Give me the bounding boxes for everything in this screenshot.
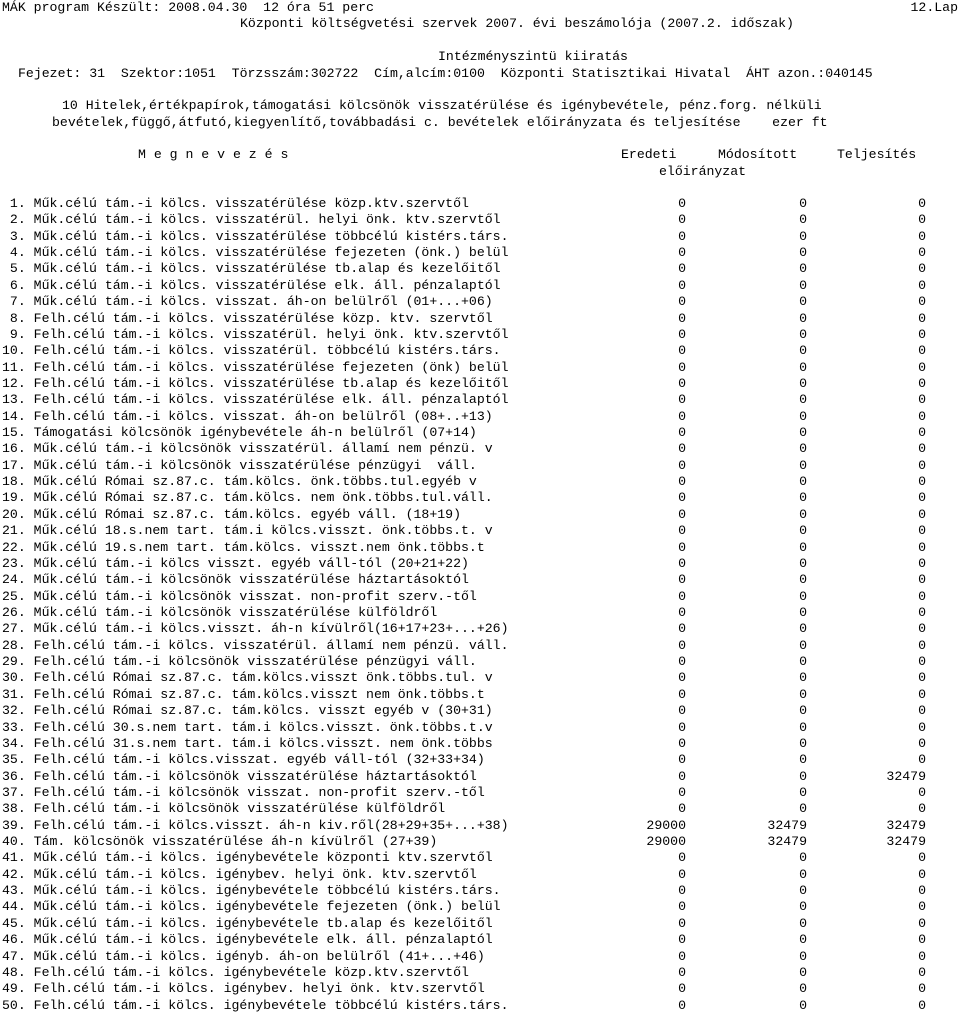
modified-value: 0 xyxy=(799,425,807,441)
modified-value: 0 xyxy=(799,490,807,506)
row-label: 21. Műk.célú 18.s.nem tart. tám.i kölcs.visszt. önk.többs.t. v xyxy=(2,523,493,539)
modified-value: 0 xyxy=(799,441,807,457)
original-value: 0 xyxy=(678,343,686,359)
modified-value: 0 xyxy=(799,294,807,310)
original-value: 0 xyxy=(678,572,686,588)
row-label: 14. Felh.célú tám.-i kölcs. visszat. áh-on belülről (08+..+13) xyxy=(2,408,493,424)
table-row xyxy=(0,458,960,474)
completed-value: 0 xyxy=(918,588,926,604)
row-label: 20. Műk.célú Római sz.87.c. tám.kölcs. egyéb váll. (18+19) xyxy=(2,506,461,522)
table-row xyxy=(0,278,960,294)
row-label: 30. Felh.célú Római sz.87.c. tám.kölcs.visszt önk.többs.tul. v xyxy=(2,670,493,686)
table-row xyxy=(0,556,960,572)
row-label: 46. Műk.célú tám.-i kölcs. igénybevétele elk. áll. pénzalaptól xyxy=(2,932,493,948)
completed-value: 0 xyxy=(918,457,926,473)
table-row xyxy=(0,654,960,670)
table-row xyxy=(0,850,960,866)
column-header-modified: Módosított xyxy=(718,147,798,162)
modified-value: 0 xyxy=(799,801,807,817)
row-label: 18. Műk.célú Római sz.87.c. tám.kölcs. önk.többs.tul.egyéb v xyxy=(2,474,477,490)
modified-value: 0 xyxy=(799,784,807,800)
table-row xyxy=(0,523,960,539)
original-value: 0 xyxy=(678,457,686,473)
program-info: MÁK program Készült: 2008.04.30 12 óra 51 perc xyxy=(2,0,374,15)
row-label: 15. Támogatási kölcsönök igénybevétele áh-n belülről (07+14) xyxy=(2,425,477,441)
table-row xyxy=(0,245,960,261)
modified-value: 0 xyxy=(799,964,807,980)
completed-value: 0 xyxy=(918,654,926,670)
original-value: 0 xyxy=(678,555,686,571)
column-header-original: Eredeti xyxy=(621,147,677,162)
modified-value: 0 xyxy=(799,408,807,424)
row-label: 27. Műk.célú tám.-i kölcs.visszt. áh-n kívülről(16+17+23+...+26) xyxy=(2,621,509,637)
row-label: 28. Felh.célú tám.-i kölcs. visszatérül. államí nem pénzü. váll. xyxy=(2,637,509,653)
modified-value: 32479 xyxy=(767,817,807,833)
original-value: 0 xyxy=(678,964,686,980)
original-value: 0 xyxy=(678,441,686,457)
row-label: 44. Műk.célú tám.-i kölcs. igénybevétele fejezeten (önk.) belül xyxy=(2,899,501,915)
row-label: 45. Műk.célú tám.-i kölcs. igénybevétele tb.alap és kezelőitől xyxy=(2,915,493,931)
original-value: 0 xyxy=(678,408,686,424)
modified-value: 0 xyxy=(799,359,807,375)
table-row xyxy=(0,343,960,359)
table-row xyxy=(0,916,960,932)
original-value: 0 xyxy=(678,654,686,670)
completed-value: 0 xyxy=(918,555,926,571)
original-value: 0 xyxy=(678,883,686,899)
table-row xyxy=(0,327,960,343)
completed-value: 32479 xyxy=(886,834,926,850)
modified-value: 0 xyxy=(799,196,807,211)
original-value: 0 xyxy=(678,310,686,326)
completed-value: 0 xyxy=(918,359,926,375)
modified-value: 0 xyxy=(799,343,807,359)
table-row xyxy=(0,965,960,981)
table-row xyxy=(0,376,960,392)
table-row xyxy=(0,589,960,605)
table-row xyxy=(0,769,960,785)
table-row xyxy=(0,720,960,736)
row-label: 43. Műk.célú tám.-i kölcs. igénybevétele többcélú kistérs.társ. xyxy=(2,883,501,899)
table-row xyxy=(0,294,960,310)
completed-value: 0 xyxy=(918,670,926,686)
modified-value: 0 xyxy=(799,899,807,915)
original-value: 0 xyxy=(678,801,686,817)
table-row xyxy=(0,212,960,228)
table-row xyxy=(0,834,960,850)
table-row xyxy=(0,949,960,965)
completed-value: 0 xyxy=(918,212,926,228)
modified-value: 0 xyxy=(799,866,807,882)
row-label: 48. Felh.célú tám.-i kölcs. igénybevétele közp.ktv.szervtől xyxy=(2,964,469,980)
table-row xyxy=(0,867,960,883)
table-row xyxy=(0,441,960,457)
original-value: 0 xyxy=(678,326,686,342)
modified-value: 0 xyxy=(799,212,807,228)
row-label: 23. Műk.célú tám.-i kölcs visszt. egyéb váll-tól (20+21+22) xyxy=(2,555,469,571)
modified-value: 0 xyxy=(799,572,807,588)
table-row xyxy=(0,899,960,915)
row-label: 47. Műk.célú tám.-i kölcs. igényb. áh-on belülről (41+...+46) xyxy=(2,948,485,964)
row-label: 39. Felh.célú tám.-i kölcs.visszt. áh-n kiv.ről(28+29+35+...+38) xyxy=(2,817,509,833)
row-label: 24. Műk.célú tám.-i kölcsönök visszatérülése háztartásoktól xyxy=(2,572,469,588)
completed-value: 0 xyxy=(918,441,926,457)
row-label: 6. Műk.célú tám.-i kölcs. visszatérülése elk. áll. pénzalaptól xyxy=(2,277,501,293)
row-label: 10. Felh.célú tám.-i kölcs. visszatérül. többcélú kistérs.társ. xyxy=(2,343,501,359)
row-label: 41. Műk.célú tám.-i kölcs. igénybevétele központi ktv.szervtől xyxy=(2,850,493,866)
table-row xyxy=(0,687,960,703)
original-value: 0 xyxy=(678,703,686,719)
row-label: 16. Műk.célú tám.-i kölcsönök visszatérül. államí nem pénzü. v xyxy=(2,441,493,457)
table-row xyxy=(0,507,960,523)
table-row xyxy=(0,981,960,997)
table-row xyxy=(0,998,960,1014)
row-label: 36. Felh.célú tám.-i kölcsönök visszatérülése háztartásoktól xyxy=(2,768,477,784)
completed-value: 0 xyxy=(918,932,926,948)
table-row xyxy=(0,572,960,588)
modified-value: 0 xyxy=(799,457,807,473)
table-row xyxy=(0,605,960,621)
completed-value: 0 xyxy=(918,277,926,293)
original-value: 0 xyxy=(678,490,686,506)
modified-value: 0 xyxy=(799,915,807,931)
table-row xyxy=(0,638,960,654)
institution-meta: Fejezet: 31 Szektor:1051 Törzsszám:302722 Cím,alcím:0100 Központi Statisztikai Hivatal ÁHT azon.:040145 xyxy=(18,66,873,81)
modified-value: 0 xyxy=(799,637,807,653)
completed-value: 0 xyxy=(918,326,926,342)
modified-value: 0 xyxy=(799,392,807,408)
modified-value: 0 xyxy=(799,326,807,342)
row-label: 40. Tám. kölcsönök visszatérülése áh-n kívülről (27+39) xyxy=(2,834,438,850)
original-value: 0 xyxy=(678,719,686,735)
completed-value: 0 xyxy=(918,392,926,408)
table-row xyxy=(0,621,960,637)
completed-value: 0 xyxy=(918,375,926,391)
modified-value: 0 xyxy=(799,752,807,768)
completed-value: 0 xyxy=(918,261,926,277)
row-label: 9. Felh.célú tám.-i kölcs. visszatérül. helyi önk. ktv.szervtől xyxy=(2,326,509,342)
completed-value: 0 xyxy=(918,490,926,506)
original-value: 0 xyxy=(678,506,686,522)
modified-value: 0 xyxy=(799,735,807,751)
row-label: 37. Felh.célú tám.-i kölcsönök visszat. non-profit szerv.-től xyxy=(2,784,485,800)
modified-value: 0 xyxy=(799,932,807,948)
modified-value: 0 xyxy=(799,997,807,1013)
row-label: 22. Műk.célú 19.s.nem tart. tám.kölcs. visszt.nem önk.többs.t xyxy=(2,539,485,555)
original-value: 0 xyxy=(678,850,686,866)
table-row xyxy=(0,392,960,408)
modified-value: 0 xyxy=(799,703,807,719)
completed-value: 0 xyxy=(918,572,926,588)
original-value: 0 xyxy=(678,605,686,620)
original-value: 0 xyxy=(678,375,686,391)
modified-value: 0 xyxy=(799,277,807,293)
modified-value: 0 xyxy=(799,506,807,522)
row-label: 34. Felh.célú 31.s.nem tart. tám.i kölcs.visszt. nem önk.többs xyxy=(2,735,493,751)
modified-value: 0 xyxy=(799,588,807,604)
completed-value: 0 xyxy=(918,228,926,244)
table-row xyxy=(0,490,960,506)
modified-value: 0 xyxy=(799,539,807,555)
row-label: 26. Műk.célú tám.-i kölcsönök visszatérülése külföldről xyxy=(2,605,438,620)
table-row xyxy=(0,752,960,768)
completed-value: 0 xyxy=(918,899,926,915)
table-row xyxy=(0,261,960,277)
table-row xyxy=(0,932,960,948)
table-row xyxy=(0,425,960,441)
modified-value: 0 xyxy=(799,605,807,620)
completed-value: 0 xyxy=(918,637,926,653)
original-value: 0 xyxy=(678,784,686,800)
original-value: 0 xyxy=(678,245,686,261)
completed-value: 0 xyxy=(918,343,926,359)
column-header-completed: Teljesítés xyxy=(837,147,917,162)
modified-value: 0 xyxy=(799,474,807,490)
original-value: 0 xyxy=(678,752,686,768)
row-label: 29. Felh.célú tám.-i kölcsönök visszatérülése pénzügyi váll. xyxy=(2,654,477,670)
original-value: 0 xyxy=(678,866,686,882)
original-value: 0 xyxy=(678,588,686,604)
modified-value: 0 xyxy=(799,981,807,997)
completed-value: 0 xyxy=(918,539,926,555)
modified-value: 0 xyxy=(799,228,807,244)
row-label: 32. Felh.célú Római sz.87.c. tám.kölcs. visszt egyéb v (30+31) xyxy=(2,703,493,719)
completed-value: 0 xyxy=(918,997,926,1013)
completed-value: 0 xyxy=(918,523,926,539)
completed-value: 0 xyxy=(918,310,926,326)
row-label: 25. Műk.célú tám.-i kölcsönök visszat. non-profit szerv.-től xyxy=(2,588,477,604)
completed-value: 0 xyxy=(918,245,926,261)
original-value: 0 xyxy=(678,294,686,310)
table-row xyxy=(0,670,960,686)
completed-value: 0 xyxy=(918,506,926,522)
original-value: 0 xyxy=(678,523,686,539)
original-value: 0 xyxy=(678,686,686,702)
completed-value: 0 xyxy=(918,196,926,211)
original-value: 0 xyxy=(678,670,686,686)
original-value: 0 xyxy=(678,261,686,277)
row-label: 7. Műk.célú tám.-i kölcs. visszat. áh-on belülről (01+...+06) xyxy=(2,294,493,310)
table-row xyxy=(0,360,960,376)
completed-value: 0 xyxy=(918,408,926,424)
original-value: 0 xyxy=(678,637,686,653)
completed-value: 0 xyxy=(918,866,926,882)
table-row xyxy=(0,818,960,834)
table-row xyxy=(0,196,960,212)
row-label: 11. Felh.célú tám.-i kölcs. visszatérülése fejezeten (önk) belül xyxy=(2,359,509,375)
row-label: 33. Felh.célú 30.s.nem tart. tám.i kölcs.visszt. önk.többs.t.v xyxy=(2,719,493,735)
modified-value: 0 xyxy=(799,375,807,391)
row-label: 5. Műk.célú tám.-i kölcs. visszatérülése tb.alap és kezelőitől xyxy=(2,261,501,277)
row-label: 19. Műk.célú Római sz.87.c. tám.kölcs. nem önk.többs.tul.váll. xyxy=(2,490,493,506)
table-row xyxy=(0,311,960,327)
row-label: 42. Műk.célú tám.-i kölcs. igénybev. helyi önk. ktv.szervtől xyxy=(2,866,477,882)
original-value: 0 xyxy=(678,212,686,228)
original-value: 0 xyxy=(678,899,686,915)
modified-value: 32479 xyxy=(767,834,807,850)
table-row xyxy=(0,801,960,817)
table-row xyxy=(0,736,960,752)
modified-value: 0 xyxy=(799,245,807,261)
completed-value: 0 xyxy=(918,850,926,866)
original-value: 0 xyxy=(678,392,686,408)
original-value: 0 xyxy=(678,425,686,441)
section-title-line1: 10 Hitelek,értékpapírok,támogatási kölcsönök visszatérülése és igénybevétele, pénz.forg. nélküli xyxy=(62,98,822,113)
original-value: 0 xyxy=(678,948,686,964)
completed-value: 0 xyxy=(918,883,926,899)
page-number: 12.Lap xyxy=(910,0,958,15)
row-label: 49. Felh.célú tám.-i kölcs. igénybev. helyi önk. ktv.szervtől xyxy=(2,981,485,997)
original-value: 0 xyxy=(678,915,686,931)
completed-value: 0 xyxy=(918,784,926,800)
completed-value: 0 xyxy=(918,425,926,441)
table-row xyxy=(0,229,960,245)
table-row xyxy=(0,785,960,801)
completed-value: 0 xyxy=(918,605,926,620)
column-header-name: M e g n e v e z é s xyxy=(138,147,289,162)
original-value: 0 xyxy=(678,735,686,751)
row-label: 2. Műk.célú tám.-i kölcs. visszatérül. helyi önk. ktv.szervtől xyxy=(2,212,501,228)
modified-value: 0 xyxy=(799,670,807,686)
completed-value: 0 xyxy=(918,981,926,997)
original-value: 0 xyxy=(678,474,686,490)
column-header-appropriation: előirányzat xyxy=(659,164,747,179)
original-value: 0 xyxy=(678,359,686,375)
original-value: 0 xyxy=(678,621,686,637)
original-value: 0 xyxy=(678,539,686,555)
report-subtitle: Intézményszintü kiiratás xyxy=(438,49,628,64)
row-label: 38. Felh.célú tám.-i kölcsönök visszatérülése külföldről xyxy=(2,801,446,817)
row-label: 35. Felh.célú tám.-i kölcs.visszat. egyéb váll-tól (32+33+34) xyxy=(2,752,485,768)
modified-value: 0 xyxy=(799,883,807,899)
table-row xyxy=(0,540,960,556)
modified-value: 0 xyxy=(799,310,807,326)
row-label: 3. Műk.célú tám.-i kölcs. visszatérülése többcélú kistérs.társ. xyxy=(2,228,509,244)
original-value: 0 xyxy=(678,277,686,293)
completed-value: 0 xyxy=(918,801,926,817)
modified-value: 0 xyxy=(799,261,807,277)
completed-value: 0 xyxy=(918,294,926,310)
completed-value: 0 xyxy=(918,474,926,490)
completed-value: 0 xyxy=(918,703,926,719)
table-row xyxy=(0,883,960,899)
completed-value: 0 xyxy=(918,686,926,702)
original-value: 0 xyxy=(678,932,686,948)
modified-value: 0 xyxy=(799,719,807,735)
completed-value: 0 xyxy=(918,719,926,735)
row-label: 12. Felh.célú tám.-i kölcs. visszatérülése tb.alap és kezelőitől xyxy=(2,375,509,391)
original-value: 29000 xyxy=(646,817,686,833)
section-title-line2: bevételek,függő,átfutó,kiegyenlítő,továbbadási c. bevételek előirányzata és teljesítése ezer ft xyxy=(52,115,828,130)
modified-value: 0 xyxy=(799,555,807,571)
row-label: 17. Műk.célú tám.-i kölcsönök visszatérülése pénzügyi váll. xyxy=(2,457,477,473)
completed-value: 32479 xyxy=(886,817,926,833)
row-label: 31. Felh.célú Római sz.87.c. tám.kölcs.visszt nem önk.többs.t xyxy=(2,686,485,702)
table-row xyxy=(0,703,960,719)
modified-value: 0 xyxy=(799,850,807,866)
modified-value: 0 xyxy=(799,768,807,784)
original-value: 0 xyxy=(678,768,686,784)
row-label: 8. Felh.célú tám.-i kölcs. visszatérülése közp. ktv. szervtől xyxy=(2,310,493,326)
table-row xyxy=(0,474,960,490)
completed-value: 0 xyxy=(918,735,926,751)
original-value: 0 xyxy=(678,228,686,244)
modified-value: 0 xyxy=(799,948,807,964)
original-value: 0 xyxy=(678,981,686,997)
completed-value: 0 xyxy=(918,621,926,637)
row-label: 1. Műk.célú tám.-i kölcs. visszatérülése közp.ktv.szervtől xyxy=(2,196,469,211)
completed-value: 0 xyxy=(918,752,926,768)
row-label: 4. Műk.célú tám.-i kölcs. visszatérülése fejezeten (önk.) belül xyxy=(2,245,509,261)
report-title: Központi költségvetési szervek 2007. évi beszámolója (2007.2. időszak) xyxy=(240,16,794,31)
row-label: 13. Felh.célú tám.-i kölcs. visszatérülése elk. áll. pénzalaptól xyxy=(2,392,509,408)
completed-value: 32479 xyxy=(886,768,926,784)
original-value: 0 xyxy=(678,997,686,1013)
modified-value: 0 xyxy=(799,523,807,539)
modified-value: 0 xyxy=(799,654,807,670)
table-row xyxy=(0,409,960,425)
row-label: 50. Felh.célú tám.-i kölcs. igénybevétele többcélú kistérs.társ. xyxy=(2,997,509,1013)
completed-value: 0 xyxy=(918,948,926,964)
modified-value: 0 xyxy=(799,621,807,637)
original-value: 0 xyxy=(678,196,686,211)
completed-value: 0 xyxy=(918,964,926,980)
completed-value: 0 xyxy=(918,915,926,931)
modified-value: 0 xyxy=(799,686,807,702)
original-value: 29000 xyxy=(646,834,686,850)
